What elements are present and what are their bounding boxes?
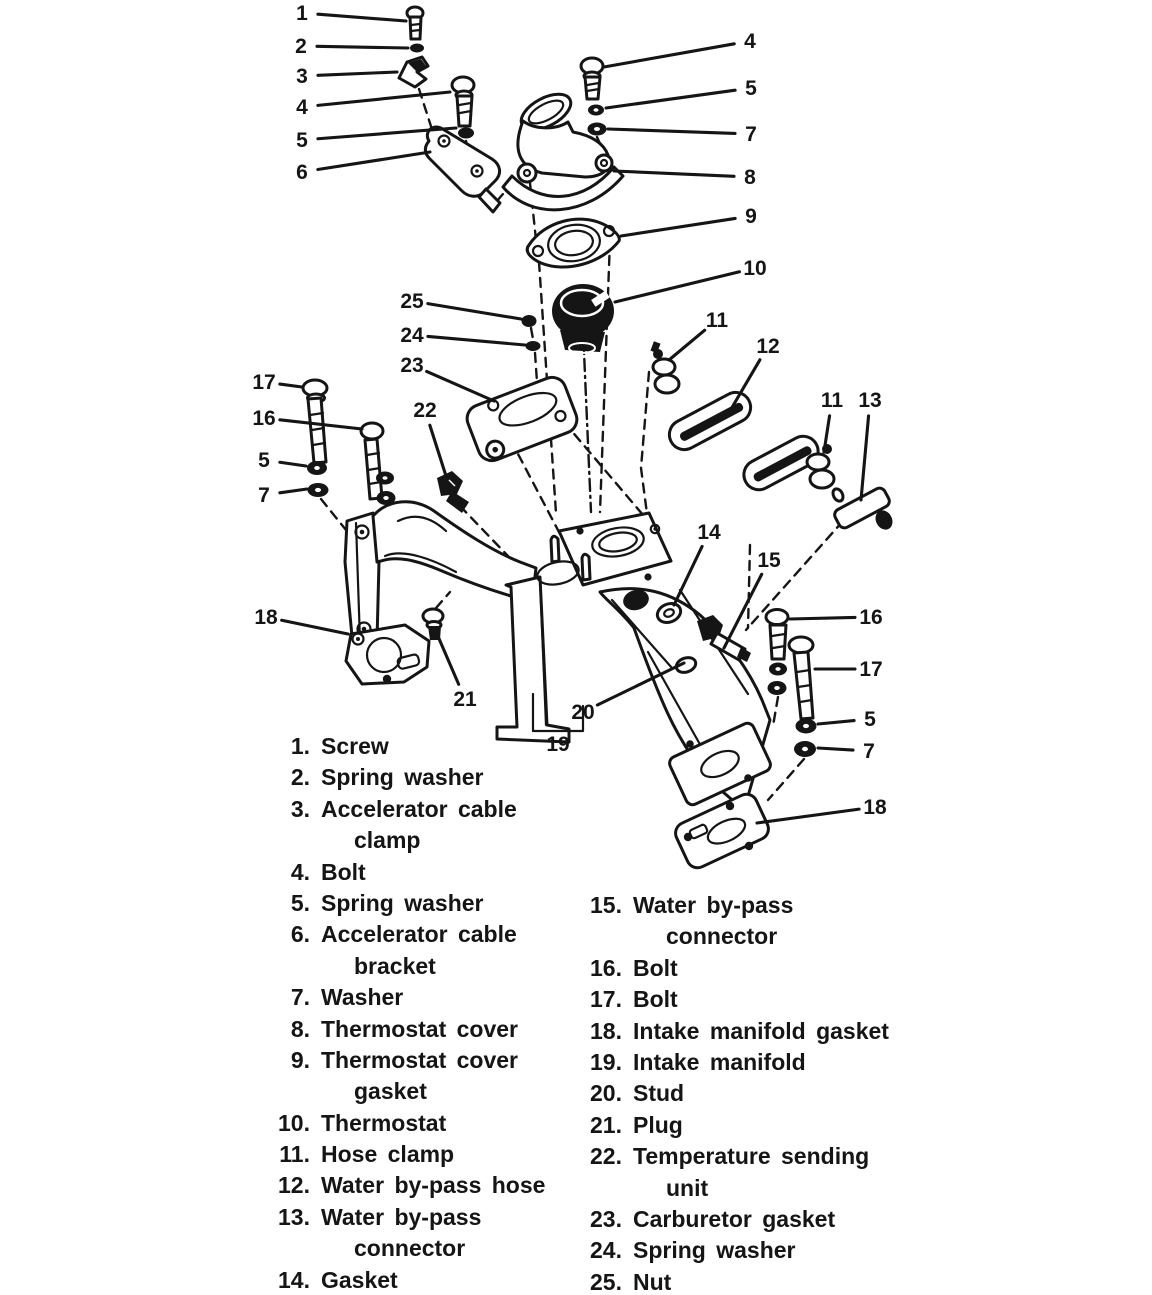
part-spring-washer-24 bbox=[526, 341, 541, 351]
part-number: 21. bbox=[590, 1111, 622, 1138]
leader-line bbox=[427, 371, 494, 401]
callout-label: 12 bbox=[756, 335, 780, 358]
part-label: Bolt bbox=[633, 954, 678, 981]
callout-label: 19 bbox=[546, 733, 570, 756]
leader-line bbox=[604, 44, 734, 67]
callout-label: 5 bbox=[745, 77, 757, 100]
leader-line bbox=[608, 129, 735, 133]
part-number: 13. bbox=[278, 1203, 310, 1230]
part-water-bypass-connector-13 bbox=[831, 486, 896, 533]
callout-label: 8 bbox=[744, 166, 756, 189]
part-nut bbox=[522, 315, 537, 327]
callout-label: 9 bbox=[745, 205, 757, 228]
leader-line bbox=[669, 330, 705, 360]
leader-line bbox=[317, 46, 408, 48]
callout-label: 11 bbox=[705, 309, 729, 332]
leader-line bbox=[318, 152, 430, 170]
leader-line bbox=[280, 489, 307, 493]
part-intake-manifold-gasket-left bbox=[346, 625, 429, 684]
part-label: Gasket bbox=[321, 1266, 398, 1293]
parts-list-item bbox=[576, 953, 889, 984]
callout-label: 20 bbox=[571, 701, 595, 724]
part-label: connector bbox=[666, 923, 778, 950]
part-number: 6. bbox=[290, 921, 310, 948]
callout-label: 4 bbox=[744, 30, 756, 53]
part-number: 7. bbox=[290, 984, 310, 1011]
part-number: 25. bbox=[590, 1268, 622, 1295]
part-label: Accelerator cable bbox=[321, 795, 517, 822]
leader-line bbox=[318, 72, 397, 75]
parts-legend-right-column bbox=[576, 890, 889, 1295]
callout-label: 7 bbox=[258, 484, 270, 507]
parts-list-item bbox=[576, 1235, 889, 1266]
parts-list-item bbox=[576, 1110, 889, 1141]
part-number: 16. bbox=[590, 954, 622, 981]
parts-list-item bbox=[576, 984, 889, 1015]
parts-list-item bbox=[264, 982, 545, 1013]
callout-label: 16 bbox=[859, 606, 883, 629]
parts-list-item bbox=[264, 1265, 545, 1295]
parts-list-item-continuation bbox=[264, 951, 545, 982]
part-number: 9. bbox=[290, 1046, 310, 1073]
part-number: 3. bbox=[290, 795, 310, 822]
callout-label: 11 bbox=[820, 389, 844, 412]
part-label: clamp bbox=[354, 827, 421, 854]
callout-label: 23 bbox=[400, 354, 424, 377]
parts-list-item bbox=[264, 888, 545, 919]
part-label: Water by-pass bbox=[633, 892, 794, 918]
callout-label: 4 bbox=[296, 96, 308, 119]
parts-list-item bbox=[264, 762, 545, 793]
callout-label: 16 bbox=[252, 407, 276, 430]
part-number: 15. bbox=[590, 892, 622, 918]
part-label: Screw bbox=[321, 733, 389, 759]
part-label: gasket bbox=[354, 1078, 427, 1105]
parts-list-item bbox=[576, 1016, 889, 1047]
part-label: Water by-pass bbox=[321, 1203, 482, 1230]
callout-label: 13 bbox=[858, 389, 882, 412]
callout-label: 22 bbox=[413, 399, 437, 422]
part-thermostat-cover bbox=[503, 87, 623, 210]
part-thermostat bbox=[552, 284, 614, 353]
leader-line bbox=[724, 574, 762, 648]
part-spring-washer-5-right bbox=[588, 105, 604, 116]
part-label: Spring washer bbox=[321, 764, 484, 791]
leader-line bbox=[606, 90, 735, 108]
parts-list-item bbox=[264, 919, 545, 950]
leader-line bbox=[615, 272, 739, 302]
part-number: 2. bbox=[290, 764, 310, 791]
leader-line bbox=[318, 92, 450, 105]
parts-list-item-continuation bbox=[576, 1173, 889, 1204]
part-label: Thermostat cover bbox=[321, 1046, 519, 1073]
part-label: Thermostat bbox=[321, 1109, 447, 1136]
part-plug bbox=[423, 609, 443, 640]
leader-line bbox=[428, 336, 525, 345]
part-label: Temperature sending bbox=[633, 1143, 870, 1170]
part-number: 24. bbox=[590, 1237, 622, 1264]
part-label: bracket bbox=[354, 952, 436, 979]
leader-line bbox=[428, 304, 521, 319]
leader-line bbox=[818, 748, 853, 750]
leader-line bbox=[437, 634, 459, 684]
part-label: Hose clamp bbox=[321, 1141, 455, 1168]
part-number: 4. bbox=[290, 858, 310, 885]
callout-label: 5 bbox=[864, 708, 876, 731]
leader-line bbox=[674, 546, 702, 605]
part-number: 17. bbox=[590, 986, 622, 1013]
part-label: Water by-pass hose bbox=[321, 1172, 546, 1199]
part-label: Bolt bbox=[633, 986, 678, 1013]
callout-label: 7 bbox=[863, 740, 875, 763]
callout-label: 7 bbox=[745, 123, 757, 146]
parts-list-item bbox=[264, 1045, 545, 1076]
parts-list-item-continuation bbox=[264, 1076, 545, 1107]
part-label: Spring washer bbox=[633, 1237, 796, 1264]
leader-line bbox=[621, 218, 735, 236]
part-number: 23. bbox=[590, 1205, 622, 1232]
callout-label: 25 bbox=[400, 290, 424, 313]
part-spring-washer-2 bbox=[410, 44, 424, 53]
callout-label: 18 bbox=[863, 796, 887, 819]
part-washer-7-right bbox=[588, 123, 607, 136]
parts-list-item bbox=[264, 1108, 545, 1139]
leader-line bbox=[282, 620, 348, 634]
parts-list-item-continuation bbox=[576, 921, 889, 952]
callout-label: 15 bbox=[757, 549, 781, 572]
part-label: unit bbox=[666, 1174, 709, 1201]
parts-list-item bbox=[264, 1202, 545, 1233]
part-number: 11. bbox=[279, 1141, 310, 1168]
callout-label: 5 bbox=[296, 129, 308, 152]
callout-label: 1 bbox=[296, 2, 308, 25]
callout-label: 18 bbox=[254, 606, 278, 629]
parts-list-item bbox=[576, 1078, 889, 1109]
callout-label: 5 bbox=[258, 449, 270, 472]
callout-label: 2 bbox=[295, 35, 307, 58]
part-label: connector bbox=[354, 1235, 466, 1262]
leader-line bbox=[818, 721, 854, 724]
part-bolt-17-right bbox=[789, 637, 817, 757]
callout-label: 21 bbox=[453, 688, 477, 711]
callout-label: 14 bbox=[697, 521, 721, 544]
part-number: 5. bbox=[290, 889, 310, 916]
part-bolt-16-left bbox=[361, 423, 383, 499]
part-label: Nut bbox=[633, 1268, 672, 1295]
part-number: 1. bbox=[290, 733, 310, 759]
parts-list-item bbox=[576, 1204, 889, 1235]
part-label: Bolt bbox=[321, 858, 366, 885]
parts-list-item-continuation bbox=[264, 1233, 545, 1264]
part-number: 14. bbox=[278, 1266, 310, 1293]
part-label: Thermostat cover bbox=[321, 1015, 519, 1042]
callout-label: 6 bbox=[296, 161, 308, 184]
part-number: 10. bbox=[278, 1109, 310, 1136]
part-number: 8. bbox=[290, 1015, 310, 1042]
parts-list-item bbox=[264, 1014, 545, 1045]
leader-line bbox=[861, 416, 869, 500]
leader-line bbox=[280, 462, 306, 466]
parts-list-item bbox=[264, 1170, 545, 1201]
leader-line bbox=[280, 384, 302, 387]
part-number: 19. bbox=[590, 1048, 622, 1075]
part-label: Stud bbox=[633, 1080, 685, 1107]
part-temperature-sending-unit bbox=[437, 471, 469, 513]
part-label: Spring washer bbox=[321, 889, 484, 916]
leader-line bbox=[430, 425, 446, 476]
parts-list-item bbox=[264, 731, 545, 762]
parts-list-item bbox=[576, 1267, 889, 1295]
part-label: Plug bbox=[633, 1111, 683, 1138]
callout-label: 17 bbox=[859, 658, 883, 681]
parts-list-item bbox=[576, 1141, 889, 1172]
parts-list-item bbox=[576, 890, 889, 921]
part-label: Carburetor gasket bbox=[633, 1205, 836, 1232]
part-label: Washer bbox=[321, 984, 404, 1011]
part-label: Accelerator cable bbox=[321, 921, 517, 948]
parts-list-item bbox=[264, 857, 545, 888]
part-hose-clamp-1 bbox=[650, 341, 679, 393]
part-screw bbox=[407, 7, 423, 39]
parts-list-item bbox=[264, 1139, 545, 1170]
parts-list-item bbox=[576, 1047, 889, 1078]
part-label: Intake manifold bbox=[633, 1048, 806, 1075]
callout-label: 24 bbox=[400, 324, 424, 347]
callout-label: 17 bbox=[252, 371, 276, 394]
parts-list-item-continuation bbox=[264, 825, 545, 856]
part-water-bypass-hose bbox=[664, 387, 823, 495]
part-accelerator-cable-bracket bbox=[425, 127, 500, 212]
callout-label: 10 bbox=[743, 257, 767, 280]
leader-line bbox=[614, 171, 734, 176]
leader-line bbox=[790, 617, 855, 619]
part-label: Intake manifold gasket bbox=[633, 1017, 889, 1044]
leader-line bbox=[757, 809, 859, 823]
part-number: 22. bbox=[590, 1143, 622, 1170]
part-bolt-4-right bbox=[581, 58, 603, 99]
parts-legend-left-column bbox=[264, 731, 545, 1295]
part-number: 18. bbox=[590, 1017, 622, 1044]
part-accelerator-cable-clamp bbox=[399, 57, 428, 87]
part-number: 12. bbox=[278, 1172, 310, 1199]
part-carburetor-gasket bbox=[463, 373, 581, 464]
part-number: 20. bbox=[590, 1080, 622, 1107]
callout-label: 3 bbox=[296, 65, 308, 88]
parts-list-item bbox=[264, 794, 545, 825]
part-thermostat-cover-gasket bbox=[527, 219, 619, 267]
part-bolt-16-right bbox=[766, 610, 788, 696]
leader-line bbox=[318, 14, 406, 21]
